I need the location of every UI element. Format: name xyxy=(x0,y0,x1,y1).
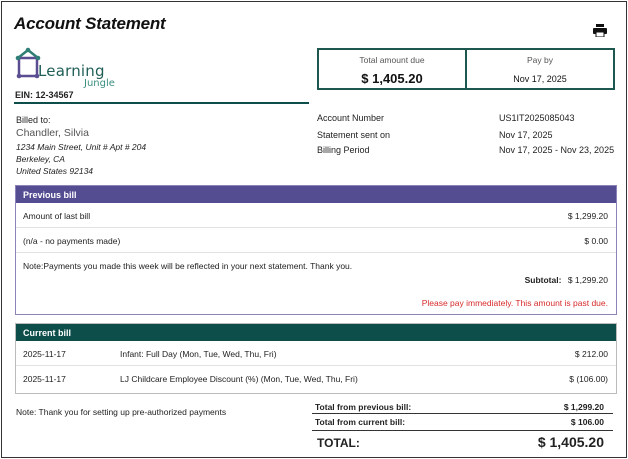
logo-text-learning: Learning xyxy=(38,62,105,80)
row-value: $ 1,299.20 xyxy=(567,211,608,221)
payment-note: Note:Payments you made this week will be reflected in your next statement. Thank you. xyxy=(23,261,353,271)
total-current-value: $ 106.00 xyxy=(570,417,604,427)
total-previous-label: Total from previous bill: xyxy=(315,402,412,412)
address-line: United States 92134 xyxy=(16,166,94,176)
row-description: Infant: Full Day (Mon, Tue, Wed, Thu, Fri) xyxy=(120,349,277,359)
billing-period-label: Billing Period xyxy=(317,145,370,155)
total-due-value: $ 1,405.20 xyxy=(361,71,423,86)
preauthorized-note: Note: Thank you for setting up pre-authorized payments xyxy=(16,407,227,417)
subtotal-label: Subtotal: xyxy=(524,275,562,285)
logo-text-jungle: Jungle xyxy=(84,78,115,89)
row-description: LJ Childcare Employee Discount (%) (Mon, Tue, Wed, Thu, Fri) xyxy=(120,374,358,384)
current-bill-heading: Current bill xyxy=(16,324,616,341)
statement-sent-value: Nov 17, 2025 xyxy=(499,130,553,140)
subtotal-value: $ 1,299.20 xyxy=(567,275,608,285)
address-line: 1234 Main Street, Unit # Apt # 204 xyxy=(16,142,147,152)
row-label: Amount of last bill xyxy=(23,211,91,221)
grand-total-value: $ 1,405.20 xyxy=(537,434,604,450)
total-current-label: Total from current bill: xyxy=(315,417,406,427)
row-date: 2025-11-17 xyxy=(23,374,66,384)
table-row xyxy=(16,341,616,366)
ein-number: EIN: 12-34567 xyxy=(15,90,74,100)
grand-total-label: TOTAL: xyxy=(317,436,360,450)
total-due-cell xyxy=(319,50,465,88)
table-row xyxy=(16,366,616,391)
past-due-warning: Please pay immediately. This amount is past due. xyxy=(421,298,608,308)
current-bill-section xyxy=(15,323,617,394)
page-title: Account Statement xyxy=(14,14,166,33)
previous-bill-heading: Previous bill xyxy=(16,186,616,203)
total-previous-value: $ 1,299.20 xyxy=(563,402,604,412)
row-date: 2025-11-17 xyxy=(23,349,66,359)
printer-icon[interactable] xyxy=(593,24,607,37)
previous-bill-note-row xyxy=(16,253,616,316)
billing-period-value: Nov 17, 2025 - Nov 23, 2025 xyxy=(499,145,615,155)
subtotal xyxy=(525,275,608,285)
address-line: Berkeley, CA xyxy=(16,154,65,164)
totals-divider xyxy=(312,413,613,414)
total-due-label: Total amount due xyxy=(359,55,425,65)
billed-to-name: Chandler, Silvia xyxy=(16,127,89,139)
statement-page xyxy=(1,1,627,458)
statement-sent-label: Statement sent on xyxy=(317,130,391,140)
row-label: (n/a - no payments made) xyxy=(23,236,121,246)
row-value: $ 0.00 xyxy=(584,236,608,246)
previous-bill-section xyxy=(15,185,617,315)
pay-by-label: Pay by xyxy=(527,55,553,65)
table-row xyxy=(16,228,616,253)
amount-due-box xyxy=(317,48,615,90)
table-row xyxy=(16,203,616,228)
pay-by-value: Nov 17, 2025 xyxy=(513,74,567,84)
header-divider xyxy=(14,102,309,104)
account-number-label: Account Number xyxy=(317,113,385,123)
row-value: $ 212.00 xyxy=(574,349,608,359)
totals-divider xyxy=(312,430,613,431)
pay-by-cell xyxy=(465,50,613,88)
account-number-value: US1IT2025085043 xyxy=(499,113,575,123)
row-value: $ (106.00) xyxy=(569,374,608,384)
billed-to-label: Billed to: xyxy=(16,115,51,125)
